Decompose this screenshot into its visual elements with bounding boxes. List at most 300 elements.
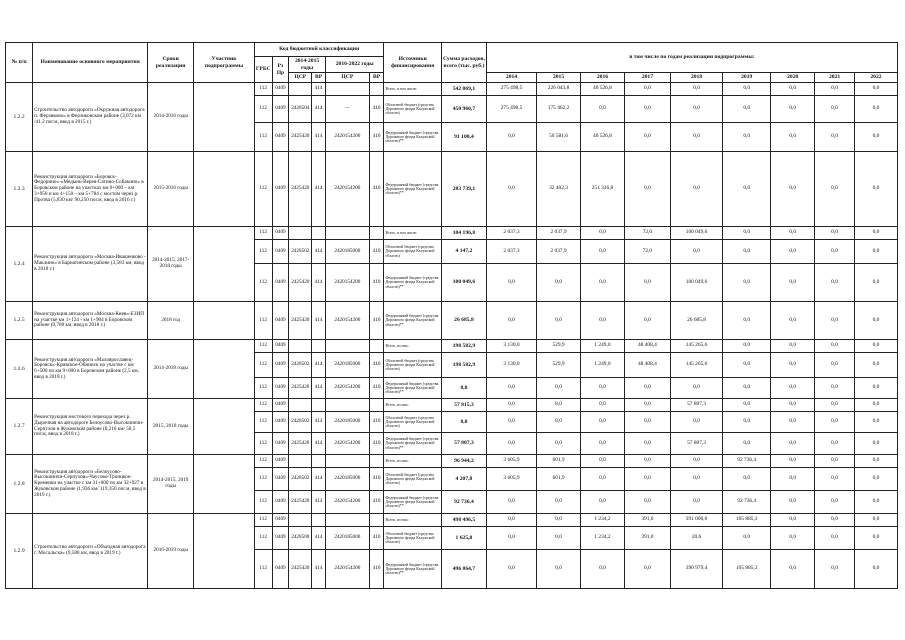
source-cell: Всего, в том числе: (384, 227, 442, 240)
year-value-cell: 92 736,4 (723, 455, 771, 468)
year-value-cell: 0,0 (723, 83, 771, 96)
source-cell: Федеральный бюджет (средства Дорожного фонда Калужской области)** (384, 123, 442, 152)
year-value-cell: 175 462,2 (537, 96, 581, 123)
year-value-cell: 0,0 (771, 302, 815, 340)
table-row (6, 399, 898, 412)
year-value-cell: 0,0 (771, 152, 815, 227)
csr1-cell: 2425420 (289, 123, 312, 152)
vr1-cell: 414 (312, 491, 326, 514)
csr2-cell (325, 340, 369, 353)
rzpr-header: Рз Пр (272, 57, 289, 83)
year-value-cell: 0,0 (581, 96, 625, 123)
rzpr-cell: 0409 (272, 353, 289, 378)
year-value-cell: 0,0 (537, 378, 581, 399)
vr2-header: ВР (369, 73, 384, 83)
csr2-cell (325, 399, 369, 412)
vr2-cell: 410 (369, 378, 384, 399)
grbs-cell: 112 (254, 468, 272, 491)
year-value-cell: 0,0 (771, 123, 815, 152)
source-cell: Всего, из них: (384, 399, 442, 412)
csr2-cell: 2420154200 (325, 264, 369, 302)
year-value-cell: 0,0 (723, 96, 771, 123)
measure-name: Реконструкция автодороги «Москва-Ивашенково - Маклино» в Бариатинском районе (3,583 км, ввод в 2018 г.) (33, 227, 148, 302)
grbs-cell: 112 (254, 227, 272, 240)
year-value-cell: 0,0 (854, 399, 897, 412)
vr1-cell: 414 (312, 353, 326, 378)
vr2-cell (369, 455, 384, 468)
year-value-cell: 391 000,0 (670, 514, 722, 527)
total-cell: 4 147,2 (441, 240, 486, 264)
year-value-cell: 1 234,2 (581, 527, 625, 550)
year-value-cell: 0,0 (486, 550, 536, 589)
year-value-cell: 3 130,0 (486, 353, 536, 378)
csr1-cell (289, 455, 312, 468)
year-value-cell: 0,0 (815, 378, 855, 399)
year-header: 2020 (771, 73, 815, 83)
year-value-cell: 0,0 (723, 152, 771, 227)
rzpr-cell: 0409 (272, 96, 289, 123)
year-value-cell: 0,0 (854, 514, 897, 527)
year-value-cell: 0,0 (771, 550, 815, 589)
rzpr-cell: 0409 (272, 83, 289, 96)
year-value-cell: 0,0 (624, 399, 670, 412)
rzpr-cell: 0409 (272, 227, 289, 240)
year-value-cell: 0,0 (537, 491, 581, 514)
vr1-cell (312, 514, 326, 527)
rzpr-cell: 0409 (272, 550, 289, 589)
year-value-cell: 0,0 (723, 340, 771, 353)
participant-cell (194, 340, 255, 399)
year-value-cell: 0,0 (670, 455, 722, 468)
csr2-cell: 2420185000 (325, 353, 369, 378)
year-value-cell: 48 408,4 (624, 353, 670, 378)
year-value-cell: 0,0 (624, 83, 670, 96)
vr2-cell (369, 340, 384, 353)
csr1-cell: 2425420 (289, 302, 312, 340)
terms-cell: 2015, 2018 годы (148, 399, 194, 455)
rzpr-cell: 0409 (272, 340, 289, 353)
year-value-cell: 0,0 (624, 491, 670, 514)
csr2-cell (325, 455, 369, 468)
source-cell: Областной бюджет (средства Дорожного фонда Калужской области) (384, 240, 442, 264)
year-value-cell: 391,0 (624, 527, 670, 550)
csr1-cell: 2428504 (289, 96, 312, 123)
source-cell: Федеральный бюджет (средства Дорожного фонда Калужской области)** (384, 550, 442, 589)
table-row (6, 514, 898, 527)
col-participant-header: Участник подпрограммы (194, 43, 255, 83)
year-header: 2021 (815, 73, 855, 83)
vr2-cell (369, 83, 384, 96)
grbs-cell: 112 (254, 550, 272, 589)
table-row (6, 227, 898, 240)
source-cell: Всего, из них: (384, 340, 442, 353)
vr1-cell: 414 (312, 412, 326, 433)
year-value-cell: 0,0 (624, 123, 670, 152)
year-value-cell: 0,0 (771, 399, 815, 412)
year-value-cell: 0,0 (815, 340, 855, 353)
year-value-cell: 0,0 (581, 227, 625, 240)
vr1-cell: 414 (312, 302, 326, 340)
year-value-cell: 226 043,8 (537, 83, 581, 96)
col-terms-header: Сроки реализации (148, 43, 194, 83)
year-value-cell: 0,0 (537, 302, 581, 340)
csr1-cell (289, 399, 312, 412)
total-cell: 498 496,5 (441, 514, 486, 527)
total-cell: 198 582,9 (441, 353, 486, 378)
rzpr-cell: 0409 (272, 378, 289, 399)
year-value-cell: 0,0 (624, 152, 670, 227)
year-value-cell: 0,0 (624, 433, 670, 455)
year-value-cell: 0,0 (723, 302, 771, 340)
year-value-cell: 0,0 (815, 227, 855, 240)
csr1-cell: 2425420 (289, 491, 312, 514)
grbs-cell: 112 (254, 527, 272, 550)
rzpr-cell: 0409 (272, 491, 289, 514)
csr1-cell: 2428500 (289, 527, 312, 550)
year-value-cell: 0,0 (723, 527, 771, 550)
grbs-header: ГРБС (254, 57, 272, 83)
csr2-cell (325, 227, 369, 240)
csr1-cell: 2428502 (289, 353, 312, 378)
table-body (6, 83, 898, 589)
year-value-cell: 0,0 (624, 96, 670, 123)
vr2-cell: 410 (369, 353, 384, 378)
csr2-cell: 2420154200 (325, 302, 369, 340)
year-value-cell: 0,0 (771, 433, 815, 455)
source-cell: Всего, из них: (384, 514, 442, 527)
csr2-cell (325, 514, 369, 527)
source-cell: Всего, из них: (384, 455, 442, 468)
year-value-cell: 0,0 (771, 527, 815, 550)
vr1-cell: 414 (312, 240, 326, 264)
participant-cell (194, 83, 255, 152)
grbs-cell: 112 (254, 340, 272, 353)
measure-name: Реконструкция автодороги «Москва-Киев»-ЕЗИП на участке км 1+124 - км 1+904 в Боровском районе (0,780 км, ввод в 2018 г.) (33, 302, 148, 340)
csr2-cell: — (325, 96, 369, 123)
terms-cell: 2014-2015, 2017-2018 годы (148, 227, 194, 302)
table-row (6, 455, 898, 468)
row-number: 1.2.5 (6, 302, 33, 340)
csr2-cell (325, 83, 369, 96)
year-value-cell: 0,0 (624, 468, 670, 491)
csr2-cell: 2420154200 (325, 123, 369, 152)
vr1-cell (312, 340, 326, 353)
year-value-cell: 0,0 (723, 412, 771, 433)
csr1-cell: 2425420 (289, 433, 312, 455)
year-value-cell: 0,0 (771, 264, 815, 302)
total-cell: 57 815,3 (441, 399, 486, 412)
year-value-cell: 0,0 (854, 468, 897, 491)
rzpr-cell: 0409 (272, 240, 289, 264)
year-value-cell: 0,0 (854, 96, 897, 123)
year-value-cell: 0,0 (624, 412, 670, 433)
source-cell: Всего, в том числе: (384, 83, 442, 96)
csr1-cell: 2425420 (289, 264, 312, 302)
csr2-cell: 2420154200 (325, 433, 369, 455)
year-value-cell: 0,0 (537, 433, 581, 455)
vr2-cell: 410 (369, 123, 384, 152)
csr2-cell: 2420154200 (325, 152, 369, 227)
rzpr-cell: 0409 (272, 412, 289, 433)
vr2-cell: 410 (369, 240, 384, 264)
year-value-cell: 0,0 (581, 264, 625, 302)
year-value-cell: 0,0 (815, 96, 855, 123)
csr2-cell: 2420185000 (325, 412, 369, 433)
year-value-cell: 0,0 (854, 340, 897, 353)
participant-cell (194, 455, 255, 514)
year-value-cell: 529,9 (537, 353, 581, 378)
year-value-cell: 0,0 (486, 152, 536, 227)
year-value-cell: 0,0 (581, 468, 625, 491)
year-value-cell: 0,0 (854, 83, 897, 96)
participant-cell (194, 302, 255, 340)
rzpr-cell: 0409 (272, 527, 289, 550)
total-cell: 8,0 (441, 412, 486, 433)
year-value-cell: 0,0 (486, 514, 536, 527)
csr2-cell: 2420154200 (325, 491, 369, 514)
source-cell: Федеральный бюджет (средства Дорожного фонда Калужской области)** (384, 152, 442, 227)
year-value-cell: 40 526,8 (581, 123, 625, 152)
year-header: 2022 (854, 73, 897, 83)
rzpr-cell: 0409 (272, 433, 289, 455)
year-value-cell: 0,0 (771, 468, 815, 491)
year-value-cell: 2 037,3 (486, 240, 536, 264)
table-header (6, 43, 898, 83)
vr1-header: ВР (312, 73, 326, 83)
year-value-cell: 145 265,6 (670, 353, 722, 378)
csr2-cell: 2420185000 (325, 240, 369, 264)
year-value-cell: 0,0 (854, 123, 897, 152)
participant-cell (194, 514, 255, 589)
year-value-cell: 0,0 (815, 123, 855, 152)
year-value-cell: 32 402,3 (537, 152, 581, 227)
rzpr-cell: 0409 (272, 264, 289, 302)
year-value-cell: 529,9 (537, 340, 581, 353)
vr1-cell: 414 (312, 550, 326, 589)
year-value-cell: 0,0 (815, 264, 855, 302)
year-value-cell: 2 037,9 (537, 240, 581, 264)
grbs-cell: 112 (254, 433, 272, 455)
year-value-cell: 0,0 (670, 240, 722, 264)
year-value-cell: 0,0 (815, 455, 855, 468)
grbs-cell: 112 (254, 412, 272, 433)
vr2-cell: 410 (369, 152, 384, 227)
csr2-cell: 2420185000 (325, 468, 369, 491)
total-cell: 198 582,9 (441, 340, 486, 353)
year-value-cell: 0,0 (854, 240, 897, 264)
year-value-cell: 0,0 (670, 378, 722, 399)
grbs-cell: 112 (254, 378, 272, 399)
grbs-cell: 112 (254, 240, 272, 264)
vr1-cell: 414 (312, 264, 326, 302)
year-value-cell: 105 885,3 (723, 550, 771, 589)
year-value-cell: 3 130,0 (486, 340, 536, 353)
source-cell: Областной бюджет (средства Дорожного фонда Калужской области) (384, 353, 442, 378)
year-value-cell: 0,0 (815, 550, 855, 589)
year-value-cell: 0,0 (854, 412, 897, 433)
year-value-cell: 0,0 (486, 378, 536, 399)
rzpr-cell: 0409 (272, 399, 289, 412)
vr1-cell: 414 (312, 123, 326, 152)
year-value-cell: 0,0 (771, 227, 815, 240)
year-header: 2014 (486, 73, 536, 83)
year-value-cell: 20,6 (670, 527, 722, 550)
year-value-cell: 2 037,9 (537, 227, 581, 240)
source-cell: Федеральный бюджет (средства Дорожного фонда Калужской области)** (384, 491, 442, 514)
measure-name: Строительство автодороги «Объездная автодорога г. Мосальска» (9,580 км, ввод в 2019 г.) (33, 514, 148, 589)
col-name-header: Наименование основного мероприятия (33, 43, 148, 83)
year-value-cell: 0,0 (815, 399, 855, 412)
rzpr-cell: 0409 (272, 302, 289, 340)
participant-cell (194, 399, 255, 455)
participant-cell (194, 227, 255, 302)
year-value-cell: 8,0 (537, 399, 581, 412)
year-value-cell: 0,0 (581, 399, 625, 412)
csr1-cell: 2425420 (289, 152, 312, 227)
grbs-cell: 112 (254, 399, 272, 412)
year-value-cell: 0,0 (771, 412, 815, 433)
grbs-cell: 112 (254, 455, 272, 468)
total-cell: 57 807,3 (441, 433, 486, 455)
vr2-cell (369, 399, 384, 412)
year-value-cell: 0,0 (670, 123, 722, 152)
year-value-cell: 100 049,6 (670, 264, 722, 302)
year-value-cell: 26 685,8 (670, 302, 722, 340)
measure-name: Реконструкция автодороги «Белоусово-Высокиничи-Серпухов»-Чаусово-Троицкое-Кременки на участке с км 31+000 по км 32+927 в Жуковском районе (1,936 км/ 119,350 пог.м, ввод в 2019 г.) (33, 455, 148, 514)
year-value-cell: 40 526,8 (581, 83, 625, 96)
year-value-cell: 0,0 (771, 491, 815, 514)
source-cell: Федеральный бюджет (средства Дорожного фонда Калужской области)** (384, 433, 442, 455)
rzpr-cell: 0409 (272, 514, 289, 527)
vr1-cell (312, 399, 326, 412)
vr2-cell: 410 (369, 527, 384, 550)
year-value-cell: 0,0 (854, 302, 897, 340)
terms-cell: 2014-2016 годы (148, 83, 194, 152)
vr2-cell: 410 (369, 264, 384, 302)
csr1-cell: 2425420 (289, 550, 312, 589)
year-value-cell: 0,0 (854, 433, 897, 455)
year-value-cell: 0,0 (854, 227, 897, 240)
year-value-cell: 0,0 (537, 264, 581, 302)
grbs-cell: 112 (254, 514, 272, 527)
csr1-cell (289, 227, 312, 240)
grbs-cell: 112 (254, 302, 272, 340)
year-value-cell: 50 581,6 (537, 123, 581, 152)
grbs-cell: 112 (254, 123, 272, 152)
year-value-cell: 0,0 (537, 550, 581, 589)
grbs-cell: 112 (254, 152, 272, 227)
year-value-cell: 0,0 (486, 433, 536, 455)
year-value-cell: 251 336,8 (581, 152, 625, 227)
total-cell: 104 196,8 (441, 227, 486, 240)
year-value-cell: 0,0 (854, 527, 897, 550)
year-value-cell: 1 234,2 (581, 514, 625, 527)
year-value-cell: 0,0 (723, 378, 771, 399)
table-row (6, 302, 898, 340)
year-value-cell: 391,0 (624, 514, 670, 527)
year-value-cell: 0,0 (771, 514, 815, 527)
col-num-header: № п/п (6, 43, 33, 83)
total-cell: 92 736,4 (441, 491, 486, 514)
year-value-cell: 0,0 (815, 240, 855, 264)
vr1-cell (312, 455, 326, 468)
year-value-cell: 0,0 (537, 514, 581, 527)
year-header: 2019 (723, 73, 771, 83)
terms-cell: 2016-2019 годы (148, 514, 194, 589)
measure-name: Строительство автодороги «Окружная автодорога п. Ферзиково» в Ферзиковском районе (3,072 км /41.2 пог.м, ввод в 2015 г.) (33, 83, 148, 152)
year-value-cell: 0,0 (624, 264, 670, 302)
year-value-cell: 3 605,9 (486, 468, 536, 491)
source-cell: Областной бюджет (средства Дорожного фонда Калужской области) (384, 468, 442, 491)
year-value-cell: 0,0 (670, 491, 722, 514)
year-value-cell: 275 498,5 (486, 83, 536, 96)
source-cell: Областной бюджет (средства Дорожного фонда Калужской области) (384, 527, 442, 550)
vr1-cell: 414 (312, 378, 326, 399)
program-table (5, 42, 898, 589)
col-total-header: Сумма расходов, всего (тыс. руб.) (441, 43, 486, 83)
year-value-cell: 57 807,3 (670, 399, 722, 412)
year-value-cell: 0,0 (771, 240, 815, 264)
year-value-cell: 390 979,4 (670, 550, 722, 589)
year-value-cell: 0,0 (723, 468, 771, 491)
year-value-cell: 3 605,9 (486, 455, 536, 468)
col-sources-header: Источники финансирования (384, 43, 442, 83)
year-value-cell: 0,0 (486, 302, 536, 340)
year-value-cell: 0,0 (670, 412, 722, 433)
rzpr-cell: 0409 (272, 123, 289, 152)
source-cell: Областной бюджет (средства Дорожного фонда Калужской области) (384, 96, 442, 123)
vr1-cell: 414 (312, 152, 326, 227)
year-value-cell: 0,0 (486, 412, 536, 433)
year-value-cell: 0,0 (771, 83, 815, 96)
year-value-cell: 0,0 (581, 550, 625, 589)
vr2-cell: 410 (369, 433, 384, 455)
year-value-cell: 72,0 (624, 227, 670, 240)
vr2-cell: 410 (369, 412, 384, 433)
year-header: 2016 (581, 73, 625, 83)
csr1-cell (289, 83, 312, 96)
vr2-cell (369, 514, 384, 527)
year-value-cell: 0,0 (854, 455, 897, 468)
year-value-cell: 0,0 (537, 527, 581, 550)
vr2-cell: 410 (369, 550, 384, 589)
year-value-cell: 0,0 (771, 353, 815, 378)
year-value-cell: 0,0 (815, 412, 855, 433)
year-value-cell: 0,0 (723, 264, 771, 302)
year-value-cell: 1 249,0 (581, 353, 625, 378)
grbs-cell: 112 (254, 83, 272, 96)
year-value-cell: 601,9 (537, 468, 581, 491)
csr2-cell: 2420185000 (325, 527, 369, 550)
total-cell: 496 864,7 (441, 550, 486, 589)
year-value-cell: 0,0 (854, 491, 897, 514)
year-value-cell: 0,0 (624, 550, 670, 589)
year-value-cell: 0,0 (854, 378, 897, 399)
terms-cell: 2014-2018 годы (148, 340, 194, 399)
vr2-cell: 410 (369, 302, 384, 340)
year-value-cell: 1 249,0 (581, 340, 625, 353)
year-value-cell: 2 037,3 (486, 227, 536, 240)
total-cell: 1 625,8 (441, 527, 486, 550)
total-cell: 542 069,1 (441, 83, 486, 96)
rzpr-cell: 0409 (272, 468, 289, 491)
year-value-cell: 100 049,6 (670, 227, 722, 240)
source-cell: Федеральный бюджет (средства Дорожного фонда Калужской области)** (384, 378, 442, 399)
year-value-cell: 0,0 (581, 455, 625, 468)
row-number: 1.2.9 (6, 514, 33, 589)
year-value-cell: 0,0 (815, 491, 855, 514)
csr1-cell (289, 514, 312, 527)
